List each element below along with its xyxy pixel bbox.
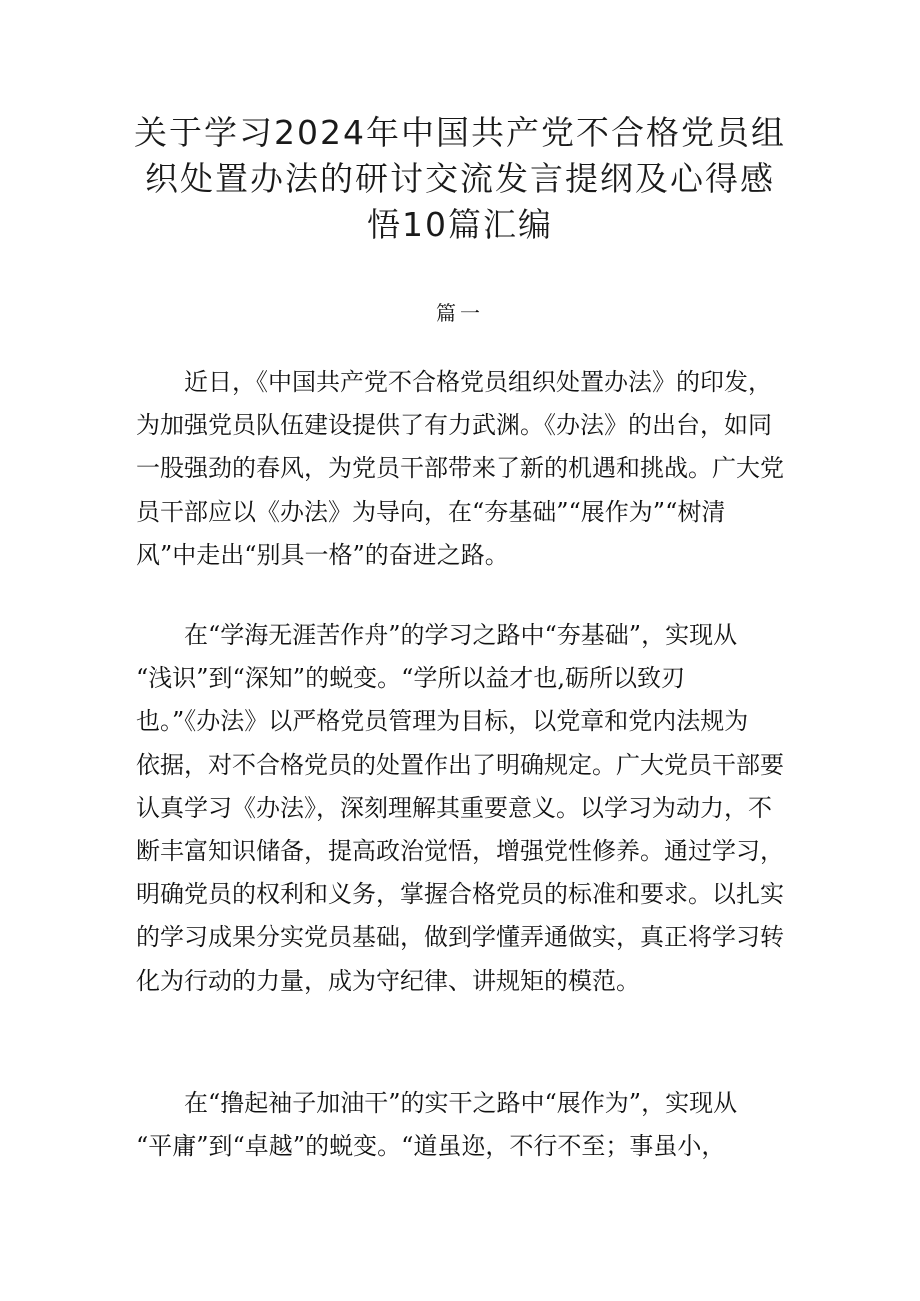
paragraph <box>136 614 796 1003</box>
paragraph-line: 断丰富知识储备，提高政治觉悟，增强党性修养。通过学习， <box>136 837 784 866</box>
paragraph-line: 依据，对不合格党员的处置作出了明确规定。广大党员干部要 <box>136 750 784 779</box>
paragraph-line: 在“学海无涯苦作舟”的学习之路中“夯基础”，实现从 <box>136 621 738 649</box>
paragraph-line: 员干部应以《办法》为导向，在“夯基础”“展作为”“树清 <box>136 497 726 526</box>
title-line: 悟10篇汇编 <box>367 205 553 244</box>
paragraph <box>136 1082 796 1168</box>
paragraph-line: 为加强党员队伍建设提供了有力武渊。《办法》的出台，如同 <box>136 411 772 440</box>
paragraph-line: “平庸”到“卓越”的蜕变。“道虽迩，不行不至；事虽小， <box>136 1132 726 1161</box>
paragraph-line: “浅识”到“深知”的蜕变。“学所以益才也,砺所以致刃 <box>136 664 685 693</box>
title-line: 关于学习2024年中国共产党不合格党员组 <box>134 113 786 152</box>
paragraph <box>136 361 796 577</box>
title-line: 织处置办法的研讨交流发言提纲及心得感 <box>145 159 775 198</box>
paragraph-line: 一股强劲的春风，为党员干部带来了新的机遇和挑战。广大党 <box>136 454 784 483</box>
paragraph-line: 在“撸起袖子加油干”的实干之路中“展作为”，实现从 <box>136 1089 738 1117</box>
paragraph-line: 近日，《中国共产党不合格党员组织处置办法》的印发， <box>136 368 772 396</box>
paragraph-line: 的学习成果分实党员基础，做到学懂弄通做实，真正将学习转 <box>136 923 784 952</box>
document-title <box>130 110 790 248</box>
paragraph-line: 认真学习《办法》，深刻理解其重要意义。以学习为动力，不 <box>136 793 772 822</box>
paragraph-line: 也。”《办法》以严格党员管理为目标，以党章和党内法规为 <box>136 707 749 736</box>
paragraph-line: 化为行动的力量，成为守纪律、讲规矩的模范。 <box>136 966 640 995</box>
paragraph-line: 风”中走出“别具一格”的奋进之路。 <box>136 540 509 569</box>
paragraph-line: 明确党员的权利和义务，掌握合格党员的标准和要求。以扎实 <box>136 880 784 909</box>
section-heading: 篇一 <box>436 301 484 325</box>
